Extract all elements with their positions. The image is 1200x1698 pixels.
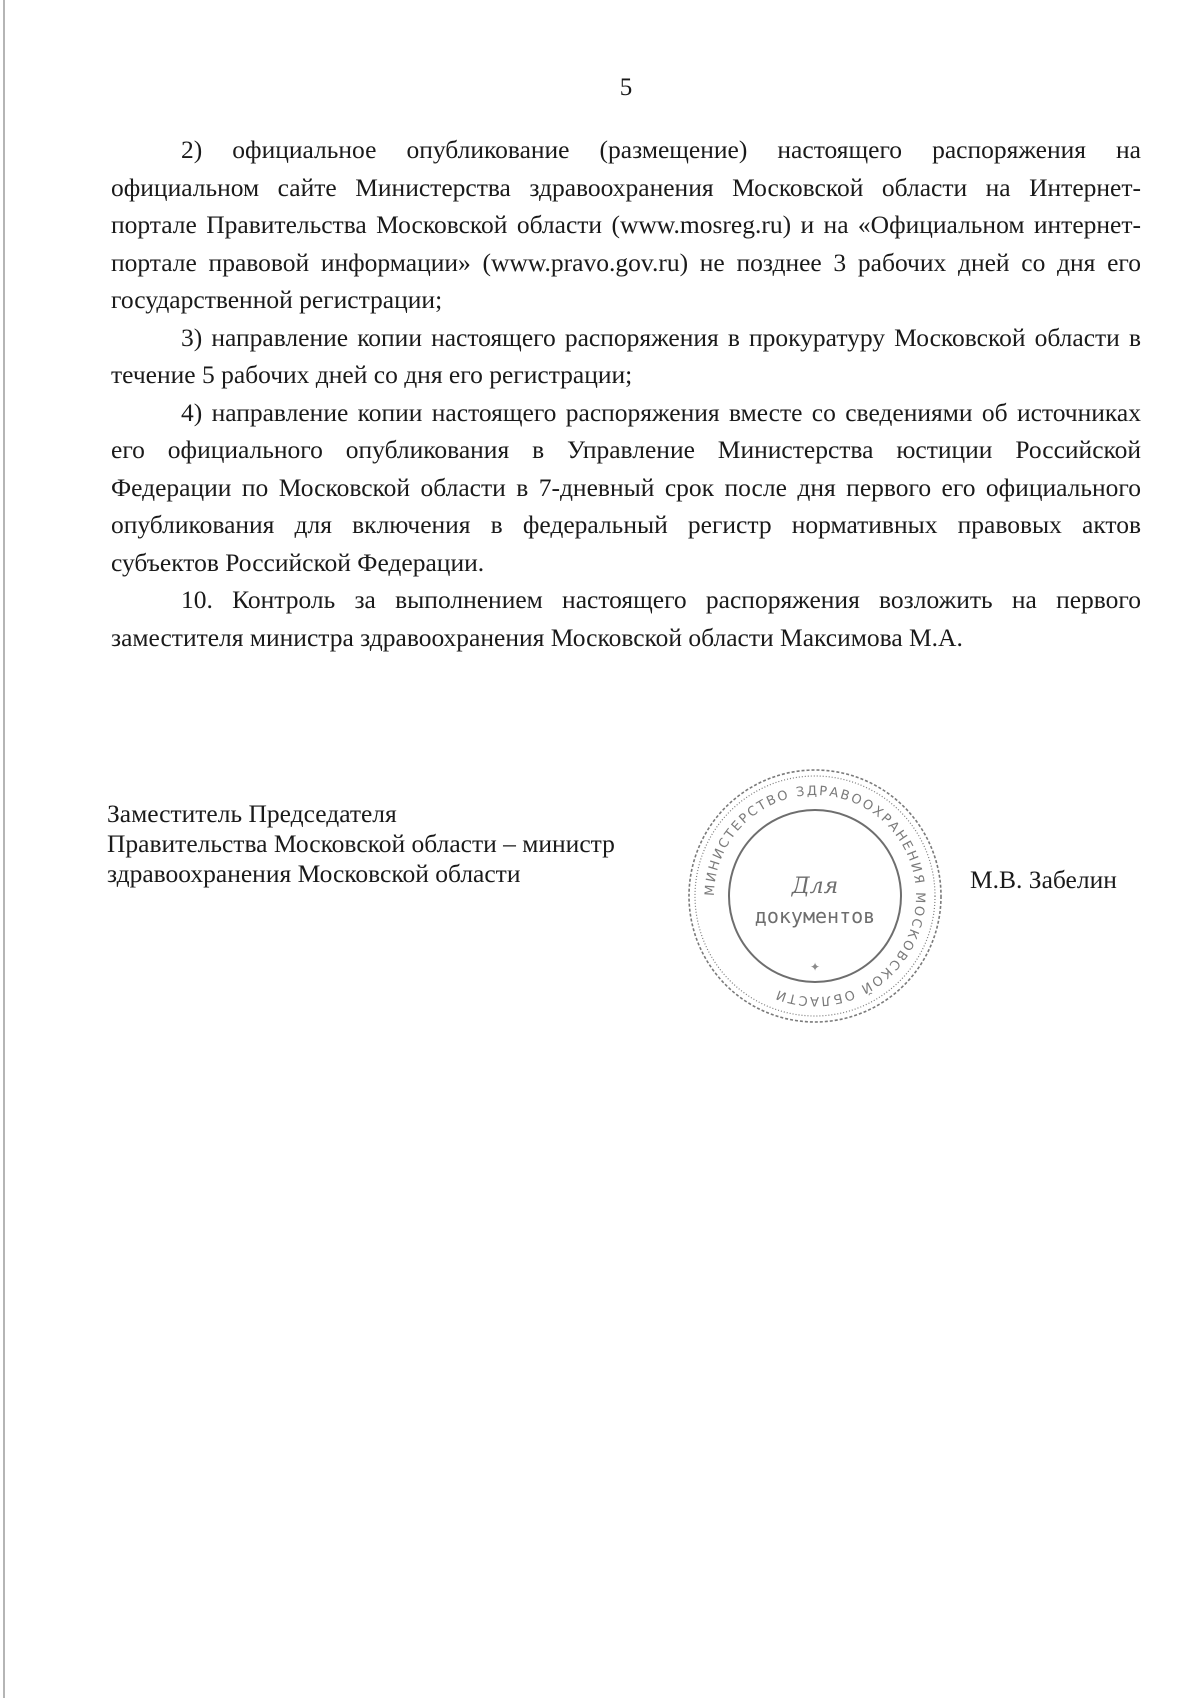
stamp-center-text: Для — [791, 874, 839, 899]
signature-title-line: здравоохранения Московской области — [107, 859, 521, 888]
document-body — [111, 131, 1141, 656]
stamp-seal — [684, 765, 946, 1027]
paragraph-item-2: 2) официальное опубликование (размещение) настоящего распоряжения на официальном сайте Министерства здравоохранения Московской области на Интернет-портале Правительства Московской области (www.mosreg.ru) и на «Официальном интернет-портале правовой информации» (www.pravo.gov.ru) не позднее 3 рабочих дней со дня его государственной регистрации; — [111, 135, 1141, 314]
star-icon: ✦ — [809, 960, 821, 974]
signature-title-line: Правительства Московской области – министр — [107, 829, 615, 858]
page-number: 5 — [619, 74, 633, 101]
paragraph-item-4: 4) направление копии настоящего распоряжения вместе со сведениями об источниках его официального опубликования в Управление Министерства юстиции Российской Федерации по Московской области в 7-дневный срок после дня первого его официального опубликования для включения в федеральный регистр нормативных правовых актов субъектов Российской Федерации. — [111, 397, 1141, 577]
signer-name: М.В. Забелин — [970, 865, 1117, 894]
stamp-ring-text: МИНИСТЕРСТВО ЗДРАВООХРАНЕНИЯ МОСКОВСКОЙ ОБЛАСТИ — [702, 783, 928, 1009]
official-stamp — [684, 765, 946, 1027]
signature-title — [107, 799, 615, 889]
stamp-center-text: документов — [754, 904, 876, 928]
signature-title-line: Заместитель Председателя — [107, 799, 397, 828]
paragraph-item-10: 10. Контроль за выполнением настоящего распоряжения возложить на первого заместителя министра здравоохранения Московской области Максимова М.А. — [111, 585, 1141, 652]
paragraph-item-3: 3) направление копии настоящего распоряжения в прокуратуру Московской области в течение 5 рабочих дней со дня его регистрации; — [111, 322, 1141, 389]
scan-edge-line — [3, 0, 5, 1698]
